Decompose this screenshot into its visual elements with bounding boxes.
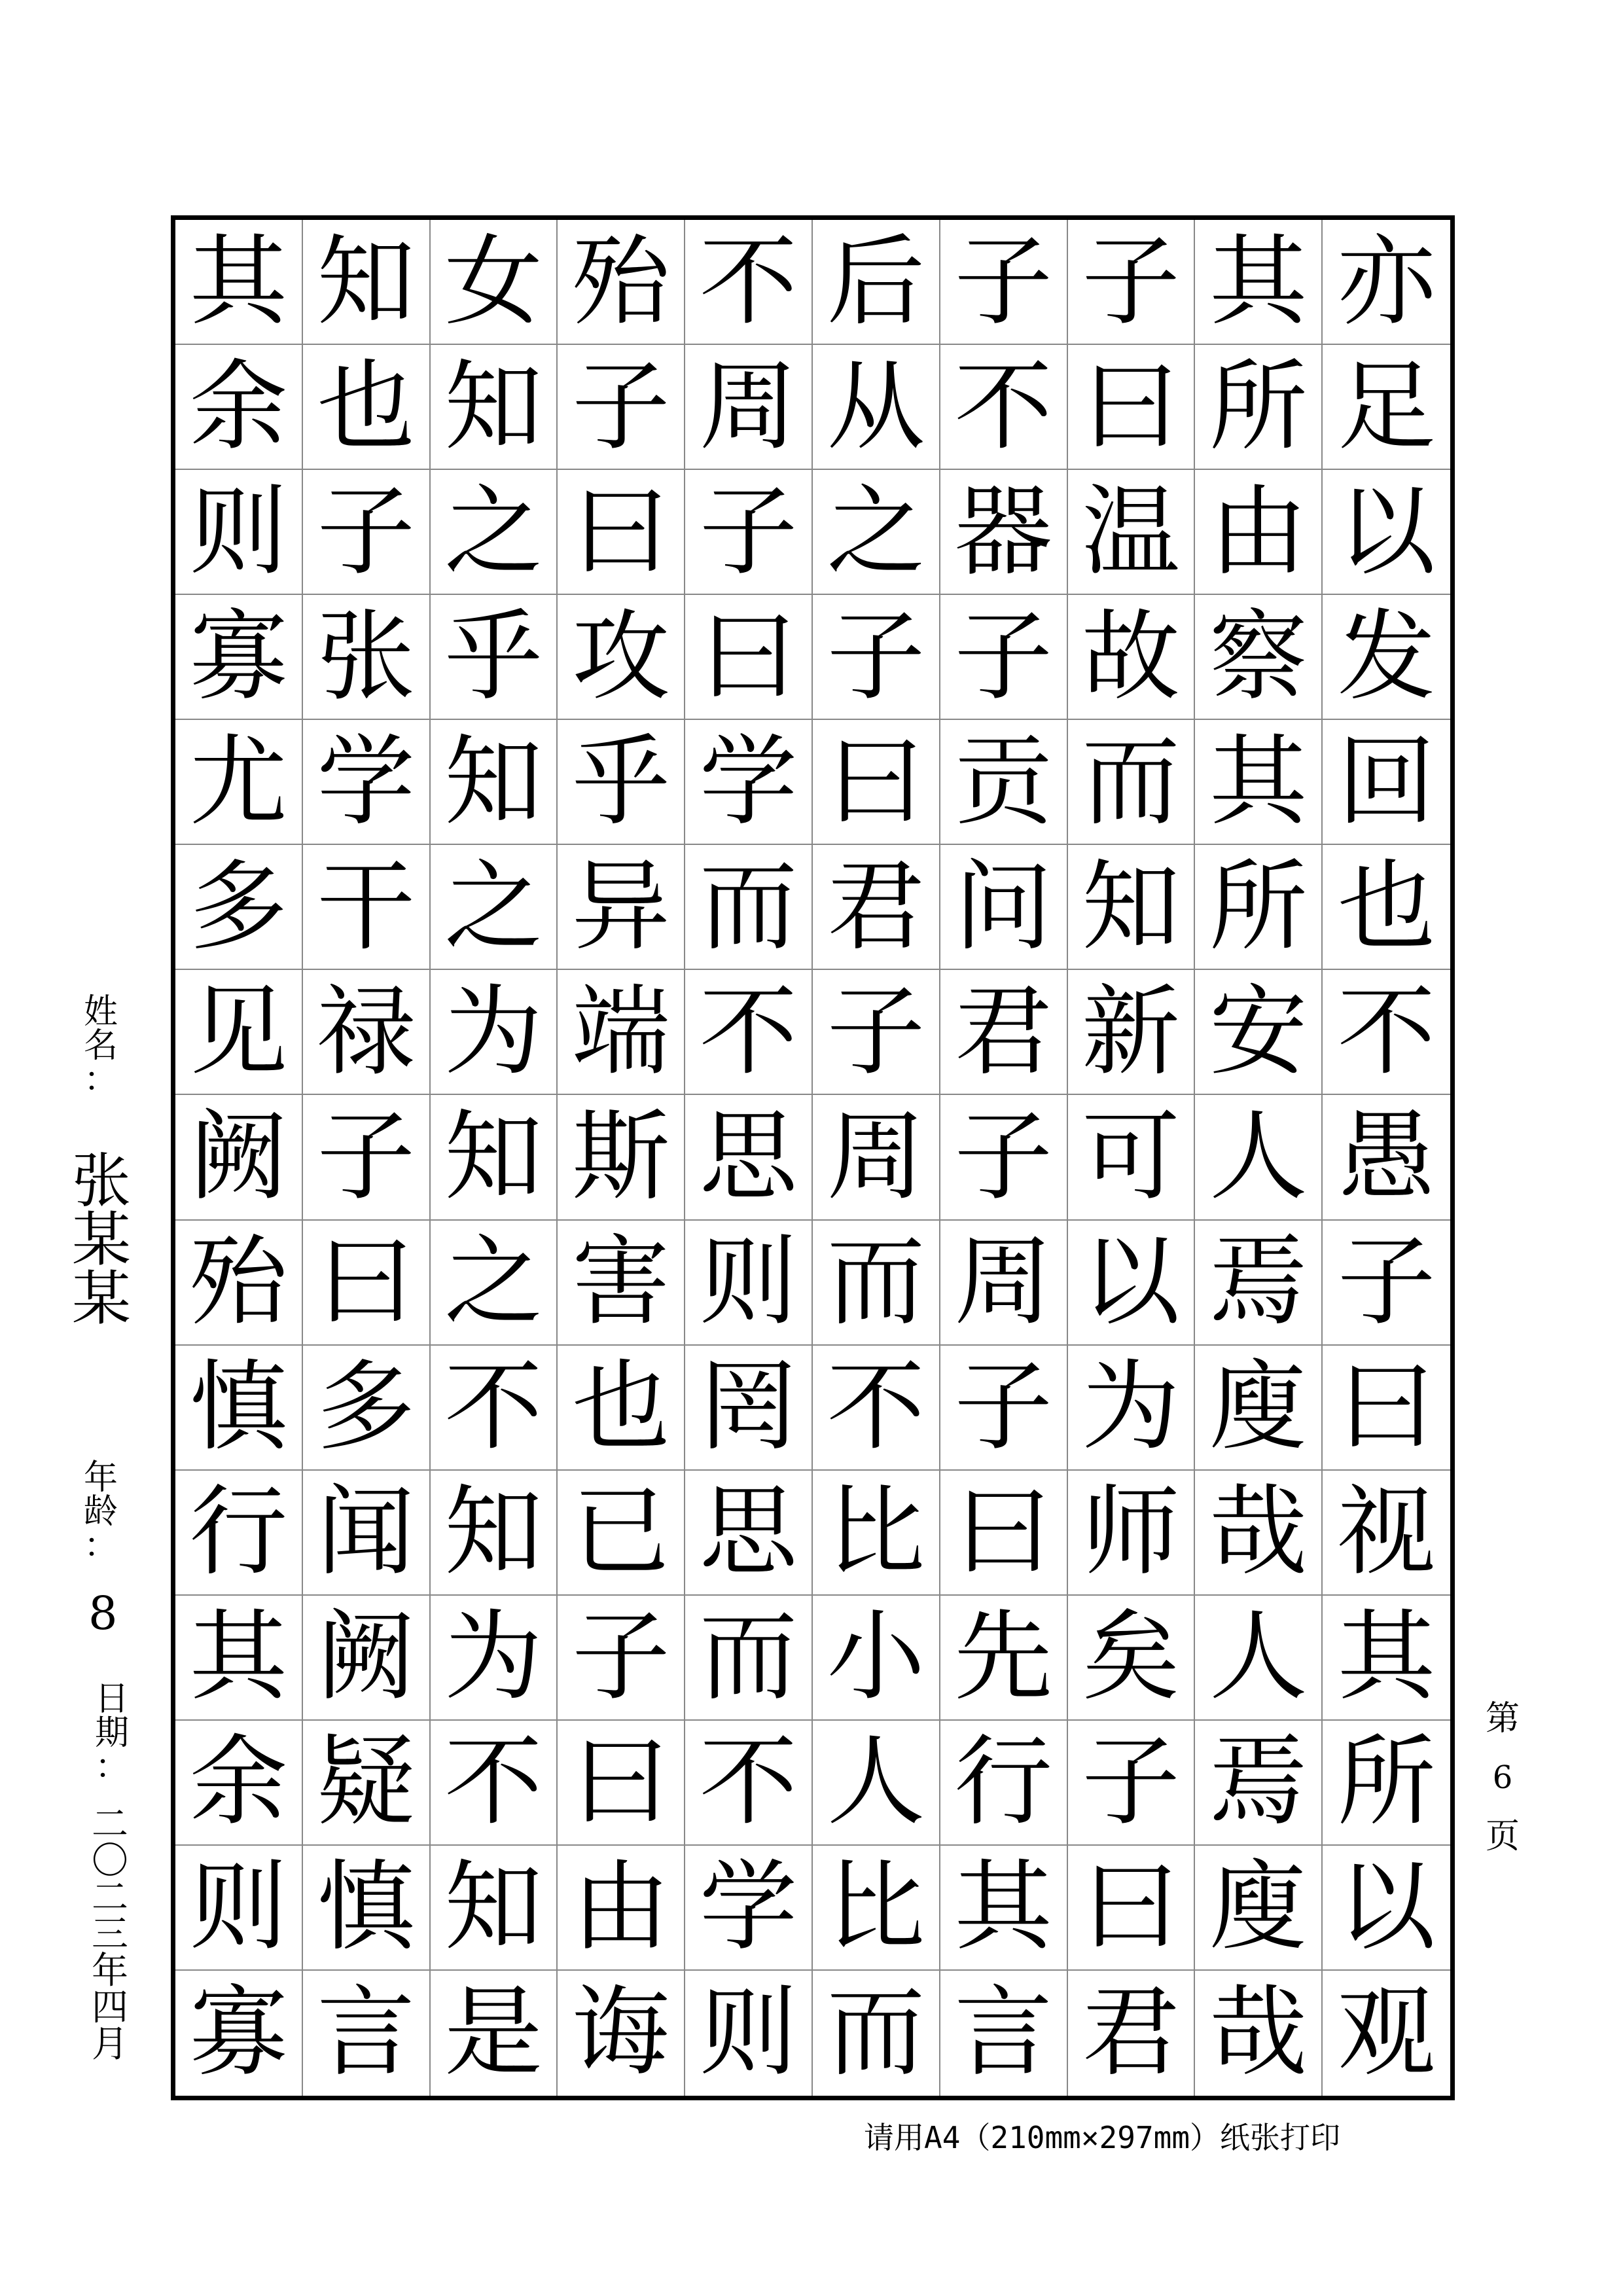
grid-cell: 周 bbox=[813, 1095, 940, 1220]
grid-cell: 也 bbox=[303, 345, 431, 470]
vertical-char: 二 bbox=[92, 1876, 128, 1919]
page-number-value: 6 bbox=[1492, 1759, 1513, 1796]
vertical-char: 姓 bbox=[84, 992, 118, 1031]
grid-cell: 故 bbox=[1068, 595, 1196, 720]
grid-cell: 小 bbox=[813, 1596, 940, 1721]
grid-cell: 行 bbox=[175, 1471, 303, 1596]
grid-cell: 子 bbox=[558, 345, 685, 470]
vertical-char: 年 bbox=[92, 1950, 128, 1992]
grid-cell: 以 bbox=[1323, 1846, 1450, 1971]
grid-cell: 曰 bbox=[685, 595, 813, 720]
grid-cell: 多 bbox=[175, 845, 303, 970]
grid-cell: 干 bbox=[303, 845, 431, 970]
grid-cell: 子 bbox=[303, 1095, 431, 1220]
grid-cell: 是 bbox=[431, 1971, 558, 2096]
date-value bbox=[92, 1803, 128, 2066]
grid-cell: 攻 bbox=[558, 595, 685, 720]
grid-cell: 阙 bbox=[175, 1095, 303, 1220]
grid-cell: 则 bbox=[175, 470, 303, 595]
grid-cell: 端 bbox=[558, 970, 685, 1095]
grid-cell: 由 bbox=[558, 1846, 685, 1971]
grid-cell: 知 bbox=[431, 345, 558, 470]
grid-cell: 思 bbox=[685, 1095, 813, 1220]
grid-cell: 知 bbox=[1068, 845, 1196, 970]
vertical-char: 某 bbox=[72, 1206, 131, 1274]
grid-cell: 不 bbox=[431, 1346, 558, 1471]
grid-cell: 哉 bbox=[1195, 1971, 1323, 2096]
grid-cell: 子 bbox=[303, 470, 431, 595]
vertical-char: 三 bbox=[92, 1913, 128, 1956]
grid-cell: 知 bbox=[431, 1846, 558, 1971]
grid-cell: 问 bbox=[940, 845, 1068, 970]
grid-cell: 以 bbox=[1068, 1221, 1196, 1346]
grid-cell: 器 bbox=[940, 470, 1068, 595]
grid-cell: 焉 bbox=[1195, 1221, 1323, 1346]
grid-cell: 子 bbox=[940, 1346, 1068, 1471]
grid-cell: 其 bbox=[940, 1846, 1068, 1971]
vertical-char: 龄 bbox=[84, 1492, 118, 1532]
grid-cell: 子 bbox=[940, 595, 1068, 720]
grid-cell: 不 bbox=[685, 1721, 813, 1846]
grid-cell: 观 bbox=[1337, 1976, 1436, 2090]
grid-cell: 子 bbox=[1323, 1221, 1450, 1346]
grid-cell: 害 bbox=[558, 1221, 685, 1346]
grid-cell: 廋 bbox=[1195, 1346, 1323, 1471]
grid-cell: 贡 bbox=[940, 720, 1068, 845]
grid-cell: 知 bbox=[431, 1471, 558, 1596]
grid-cell: 而 bbox=[685, 1596, 813, 1721]
grid-cell: 已 bbox=[558, 1471, 685, 1596]
grid-cell: 人 bbox=[1195, 1095, 1323, 1220]
grid-cell: 知 bbox=[303, 220, 431, 345]
grid-cell: 子 bbox=[558, 1596, 685, 1721]
grid-cell: 足 bbox=[1323, 345, 1450, 470]
grid-cell: 君 bbox=[813, 845, 940, 970]
grid-cell: 比 bbox=[813, 1846, 940, 1971]
vertical-char: 月 bbox=[92, 2023, 128, 2066]
grid-cell: 则 bbox=[685, 1221, 813, 1346]
vertical-char: 四 bbox=[92, 1986, 128, 2029]
grid-cell: 其 bbox=[1323, 1596, 1450, 1721]
grid-cell: 先 bbox=[940, 1596, 1068, 1721]
grid-cell: 回 bbox=[1323, 720, 1450, 845]
grid-cell: 也 bbox=[1323, 845, 1450, 970]
grid-cell: 学 bbox=[303, 720, 431, 845]
grid-cell: 曰 bbox=[1068, 1846, 1196, 1971]
grid-cell: 其 bbox=[175, 1596, 303, 1721]
grid-cell: 比 bbox=[813, 1471, 940, 1596]
grid-cell: 为 bbox=[431, 970, 558, 1095]
vertical-char: 某 bbox=[72, 1265, 131, 1333]
grid-cell: 其 bbox=[175, 220, 303, 345]
grid-cell: 温 bbox=[1068, 470, 1196, 595]
grid-cell: 其 bbox=[1195, 220, 1323, 345]
grid-cell: 闻 bbox=[303, 1471, 431, 1596]
grid-cell: 则 bbox=[175, 1846, 303, 1971]
grid-cell: 知 bbox=[431, 1095, 558, 1220]
grid-cell: 师 bbox=[1068, 1471, 1196, 1596]
grid-cell: 子 bbox=[685, 470, 813, 595]
grid-cell: 以 bbox=[1323, 470, 1450, 595]
grid-cell: 乎 bbox=[431, 595, 558, 720]
grid-cell: 阙 bbox=[303, 1596, 431, 1721]
grid-cell: 人 bbox=[1195, 1596, 1323, 1721]
name-value bbox=[72, 1147, 131, 1333]
vertical-char: ： bbox=[95, 1748, 130, 1787]
grid-cell: 其 bbox=[1195, 720, 1323, 845]
grid-cell: 矣 bbox=[1068, 1596, 1196, 1721]
grid-cell: 也 bbox=[558, 1346, 685, 1471]
grid-cell: 之 bbox=[431, 1221, 558, 1346]
grid-cell: 言 bbox=[940, 1971, 1068, 2096]
grid-cell: 尤 bbox=[175, 720, 303, 845]
grid-cell: 所 bbox=[1195, 345, 1323, 470]
vertical-char: 名 bbox=[84, 1026, 118, 1066]
grid-cell: 殆 bbox=[558, 220, 685, 345]
grid-cell: 亦 bbox=[1323, 220, 1450, 345]
grid-cell: 曰 bbox=[1068, 345, 1196, 470]
vertical-char: 二 bbox=[92, 1803, 128, 1846]
print-note: 请用A4（210mm×297mm）纸张打印 bbox=[864, 2120, 1341, 2155]
page-number bbox=[1486, 1699, 1520, 1856]
grid-cell: 学 bbox=[685, 720, 813, 845]
grid-cell: 而 bbox=[813, 1221, 940, 1346]
grid-cell: 新 bbox=[1068, 970, 1196, 1095]
grid-cell: 子 bbox=[1068, 1721, 1196, 1846]
grid-cell: 寡 bbox=[175, 595, 303, 720]
grid-cell: 疑 bbox=[303, 1721, 431, 1846]
grid-cell: 女 bbox=[431, 220, 558, 345]
grid-cell: 曰 bbox=[558, 470, 685, 595]
grid-cell: 所 bbox=[1323, 1721, 1450, 1846]
grid-cell: 不 bbox=[813, 1346, 940, 1471]
grid-cell: 君 bbox=[940, 970, 1068, 1095]
vertical-char: ： bbox=[84, 1060, 118, 1100]
grid-cell: 则 bbox=[685, 1971, 813, 2096]
grid-cell: 思 bbox=[685, 1471, 813, 1596]
grid-cell: 之 bbox=[431, 845, 558, 970]
grid-cell: 子 bbox=[813, 595, 940, 720]
grid-cell: 子 bbox=[940, 1095, 1068, 1220]
grid-cell: 曰 bbox=[813, 720, 940, 845]
grid-cell: 从 bbox=[813, 345, 940, 470]
grid-cell: 而 bbox=[1068, 720, 1196, 845]
grid-cell: 发 bbox=[1323, 595, 1450, 720]
vertical-char: ： bbox=[84, 1526, 118, 1566]
vertical-char: 〇 bbox=[92, 1840, 128, 1882]
grid-cell: 不 bbox=[685, 220, 813, 345]
grid-cell: 异 bbox=[558, 845, 685, 970]
practice-grid bbox=[171, 215, 1455, 2100]
vertical-char: 日 bbox=[95, 1679, 130, 1719]
grid-cell: 周 bbox=[685, 345, 813, 470]
grid-cell: 所 bbox=[1195, 845, 1323, 970]
grid-cell: 君 bbox=[1068, 1971, 1196, 2096]
grid-cell: 子 bbox=[813, 970, 940, 1095]
grid-cell: 周 bbox=[940, 1221, 1068, 1346]
grid-cell: 慎 bbox=[303, 1846, 431, 1971]
grid-cell: 言 bbox=[303, 1971, 431, 2096]
grid-cell: 愚 bbox=[1323, 1095, 1450, 1220]
grid-cell: 而 bbox=[813, 1971, 940, 2096]
grid-cell: 罔 bbox=[685, 1346, 813, 1471]
grid-cell: 行 bbox=[940, 1721, 1068, 1846]
grid-cell: 慎 bbox=[175, 1346, 303, 1471]
grid-cell: 不 bbox=[685, 970, 813, 1095]
grid-cell: 曰 bbox=[940, 1471, 1068, 1596]
grid-cell: 殆 bbox=[175, 1221, 303, 1346]
grid-cell: 不 bbox=[1323, 970, 1450, 1095]
grid-cell: 可 bbox=[1068, 1095, 1196, 1220]
grid-cell: 廋 bbox=[1195, 1846, 1323, 1971]
grid-cell: 视 bbox=[1323, 1471, 1450, 1596]
grid-cell: 不 bbox=[431, 1721, 558, 1846]
grid-cell: 哉 bbox=[1195, 1471, 1323, 1596]
grid-cell: 焉 bbox=[1195, 1721, 1323, 1846]
grid-cell: 而 bbox=[685, 845, 813, 970]
grid-cell: 不 bbox=[940, 345, 1068, 470]
grid-cell: 察 bbox=[1195, 595, 1323, 720]
grid-cell: 寡 bbox=[175, 1971, 303, 2096]
grid-cell: 见 bbox=[175, 970, 303, 1095]
grid-cell: 之 bbox=[813, 470, 940, 595]
vertical-char: 期 bbox=[95, 1713, 130, 1753]
grid-cell: 子 bbox=[940, 220, 1068, 345]
grid-cell: 多 bbox=[303, 1346, 431, 1471]
date-label bbox=[95, 1679, 130, 1787]
grid-cell: 斯 bbox=[558, 1095, 685, 1220]
grid-cell: 诲 bbox=[558, 1971, 685, 2096]
grid-cell: 为 bbox=[1068, 1346, 1196, 1471]
grid-cell: 曰 bbox=[558, 1721, 685, 1846]
grid-cell: 安 bbox=[1195, 970, 1323, 1095]
grid-cell: 余 bbox=[175, 1721, 303, 1846]
grid-cell: 余 bbox=[175, 345, 303, 470]
vertical-char: 张 bbox=[72, 1147, 131, 1215]
age-label bbox=[84, 1458, 118, 1566]
grid-cell: 人 bbox=[813, 1721, 940, 1846]
page-suffix: 页 bbox=[1486, 1817, 1520, 1856]
name-label bbox=[84, 992, 118, 1100]
age-value bbox=[88, 1587, 118, 1640]
vertical-char: 8 bbox=[88, 1587, 118, 1640]
grid-cell: 后 bbox=[813, 220, 940, 345]
grid-cell: 禄 bbox=[303, 970, 431, 1095]
grid-cell: 由 bbox=[1195, 470, 1323, 595]
grid-cell: 乎 bbox=[558, 720, 685, 845]
grid-cell: 为 bbox=[431, 1596, 558, 1721]
page-prefix: 第 bbox=[1486, 1699, 1520, 1738]
grid-cell: 之 bbox=[431, 470, 558, 595]
vertical-char: 年 bbox=[84, 1458, 118, 1498]
grid-cell: 曰 bbox=[303, 1221, 431, 1346]
grid-cell: 子 bbox=[1068, 220, 1196, 345]
grid-cell: 张 bbox=[303, 595, 431, 720]
grid-cell: 曰 bbox=[1323, 1346, 1450, 1471]
grid-cell: 知 bbox=[431, 720, 558, 845]
grid-cell: 学 bbox=[685, 1846, 813, 1971]
